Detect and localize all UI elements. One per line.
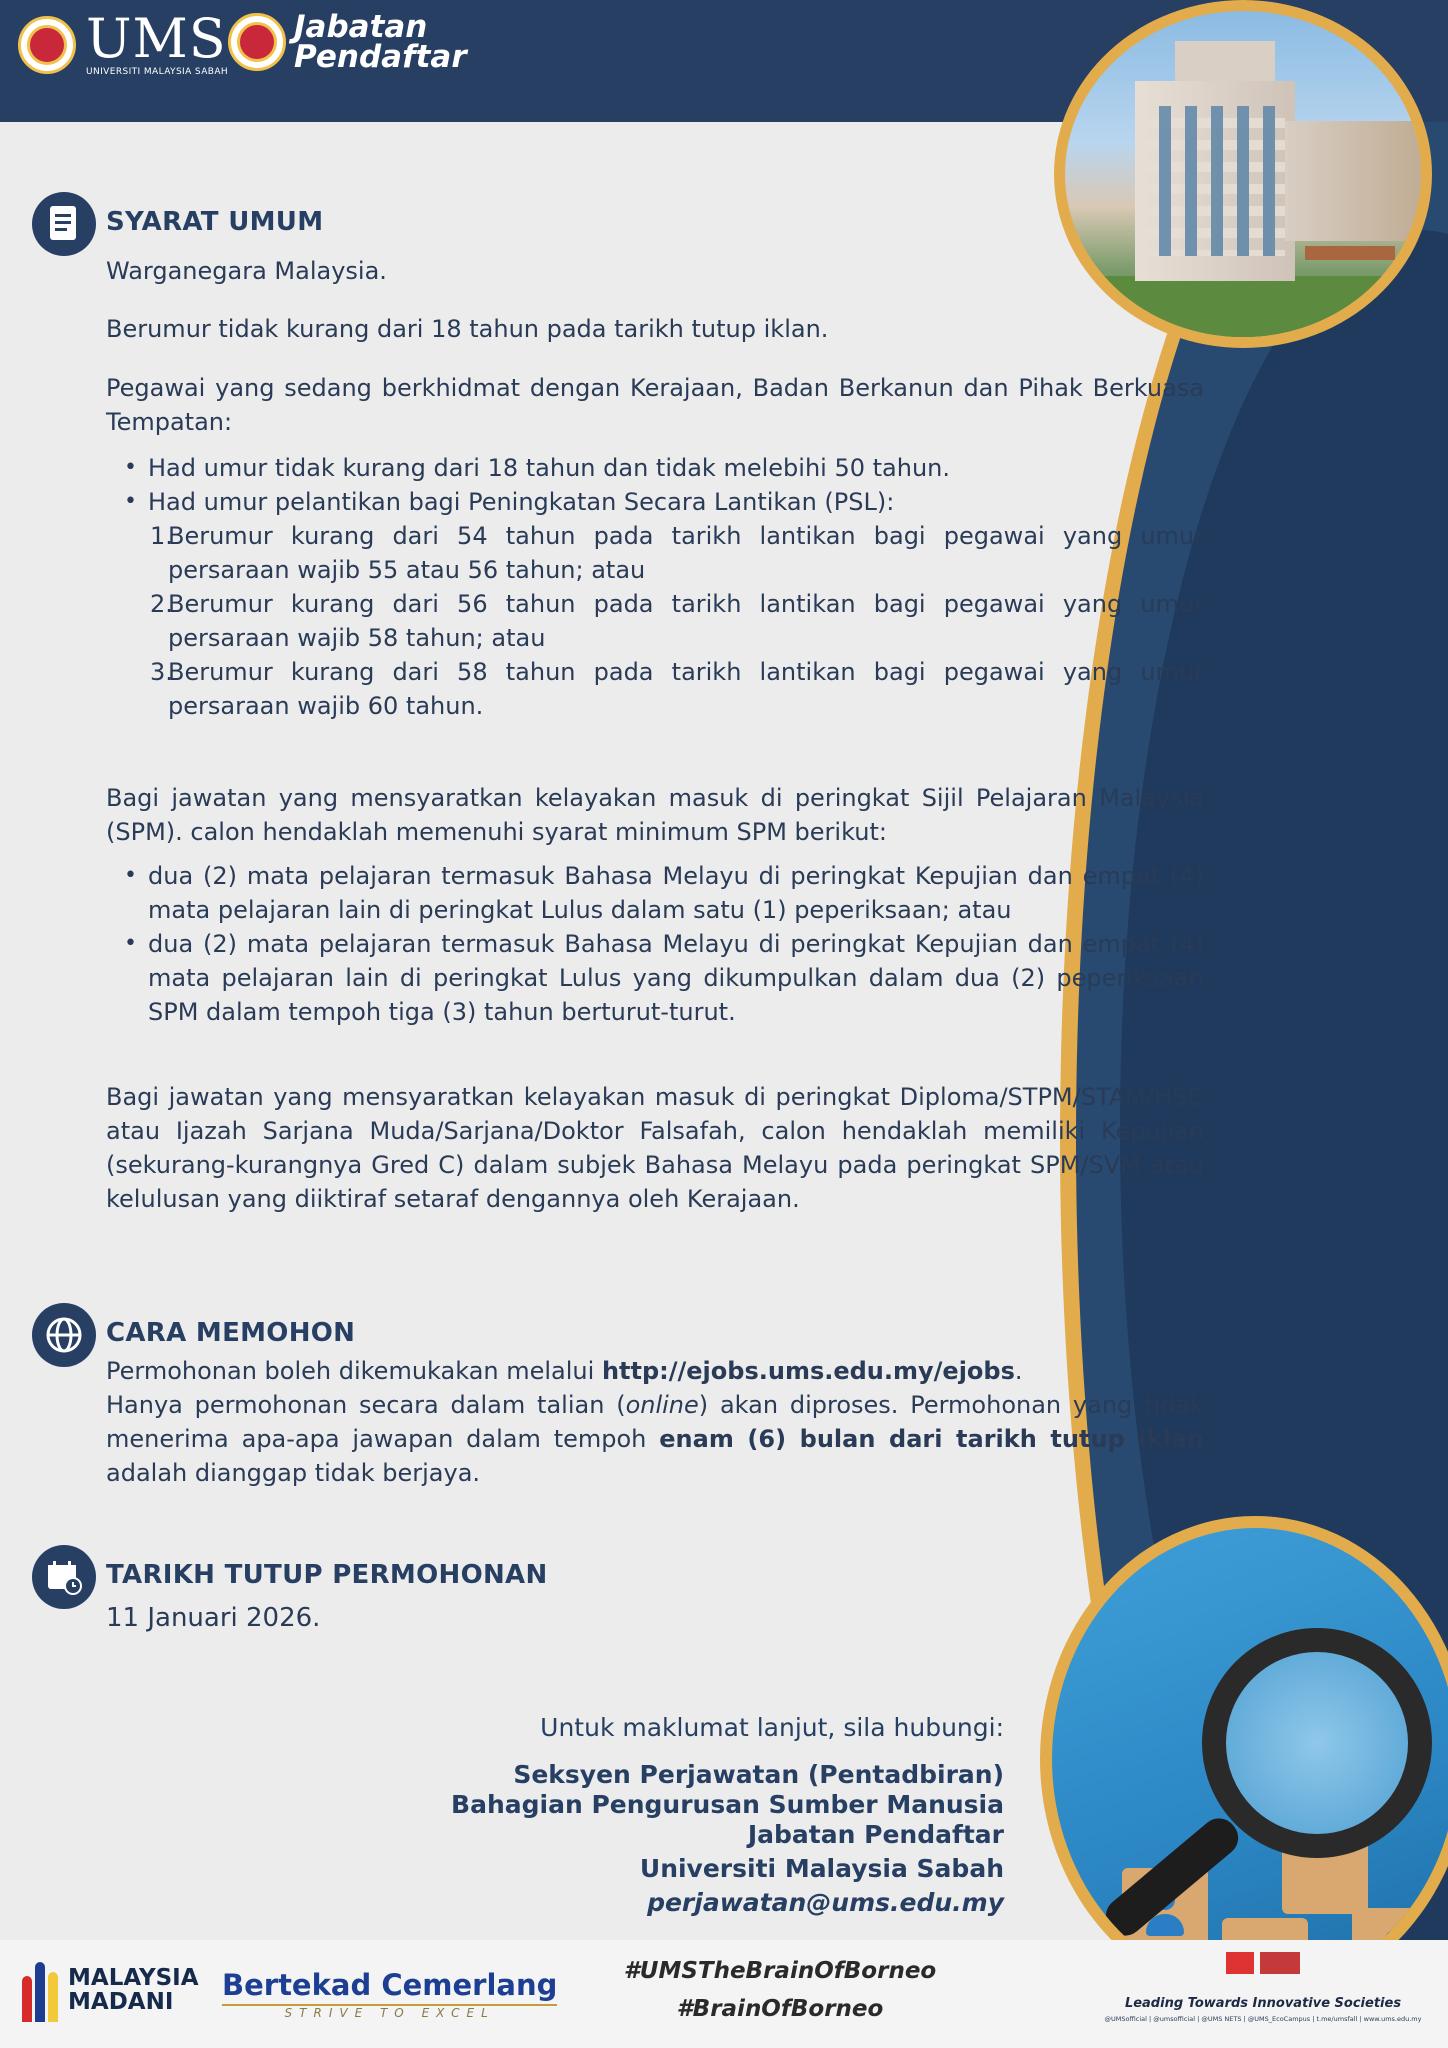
madani-mark-icon bbox=[22, 1958, 62, 2022]
leading-block bbox=[1096, 1952, 1430, 2023]
hashtag-2: #BrainOfBorneo bbox=[676, 1996, 884, 2022]
list-item: 3. Berumur kurang dari 58 tahun pada tarikh lantikan bagi pegawai yang umur persaraan wajib 60 tahun. bbox=[150, 658, 1204, 720]
closing-date: 11 Januari 2026. bbox=[106, 1603, 321, 1633]
syarat-p3: Pegawai yang sedang berkhidmat dengan Kerajaan, Badan Berkanun dan Pihak Berkuasa Tempatan: bbox=[106, 374, 1204, 436]
syarat-bullet-list bbox=[124, 451, 1204, 723]
list-item: • Had umur pelantikan bagi Peningkatan Secara Lantikan (PSL): bbox=[124, 488, 895, 516]
jabatan-pendaftar-logo bbox=[228, 9, 467, 75]
syarat-p2: Berumur tidak kurang dari 18 tahun pada tarikh tutup iklan. bbox=[106, 315, 829, 343]
madani-line1: MALAYSIA bbox=[68, 1965, 199, 1991]
document-icon bbox=[32, 192, 96, 256]
contact-line3: Jabatan Pendaftar bbox=[747, 1820, 1004, 1849]
bertekad-text: Bertekad Cemerlang bbox=[222, 1968, 558, 2002]
ums-logo-text: UMS bbox=[86, 7, 227, 70]
contact-email[interactable]: perjawatan@ums.edu.my bbox=[647, 1888, 1004, 1917]
bertekad-cemerlang-logo bbox=[222, 1968, 557, 2020]
list-item: • dua (2) mata pelajaran termasuk Bahasa Melayu di peringkat Kepujian dan empat (4) mata pelajaran lain di peringkat Lulus yang dikumpulkan dalam dua (2) peperiksaan SPM dalam tempoh tiga (3) tahun berturut-turut. bbox=[124, 930, 1204, 1026]
hashtags bbox=[560, 1952, 1000, 2028]
contact-line2: Bahagian Pengurusan Sumber Manusia bbox=[451, 1790, 1004, 1819]
contact-line4: Universiti Malaysia Sabah bbox=[639, 1854, 1004, 1883]
spm-intro: Bagi jawatan yang mensyaratkan kelayakan masuk di peringkat Sijil Pelajaran Malaysia (SPM). calon hendaklah memenuhi syarat minimum SPM berikut: bbox=[106, 784, 1204, 846]
building-photo bbox=[1054, 0, 1432, 348]
spm-bullet-list bbox=[124, 859, 1204, 1029]
strive-text: STRIVE TO EXCEL bbox=[222, 2004, 557, 2020]
ums-crest-icon bbox=[18, 16, 76, 74]
list-item: • dua (2) mata pelajaran termasuk Bahasa Melayu di peringkat Kepujian dan empat (4) mata pelajaran lain di peringkat Lulus dalam satu (1) peperiksaan; atau bbox=[124, 862, 1204, 924]
contact-line1: Seksyen Perjawatan (Pentadbiran) bbox=[513, 1760, 1004, 1789]
malaysia-madani-logo bbox=[22, 1958, 199, 2022]
calendar-icon bbox=[32, 1545, 96, 1609]
anniversary-logo-icon bbox=[1096, 1952, 1430, 1974]
syarat-umum-title: SYARAT UMUM bbox=[106, 207, 324, 237]
jabatan-line2: Pendaftar bbox=[294, 39, 467, 75]
hashtag-1: #UMSTheBrainOfBorneo bbox=[623, 1958, 937, 1984]
ums-logo bbox=[18, 7, 229, 77]
cara-memohon-line1: Permohonan boleh dikemukakan melalui http://ejobs.ums.edu.my/ejobs. bbox=[106, 1357, 1023, 1385]
cara-memohon-title: CARA MEMOHON bbox=[106, 1318, 356, 1348]
diploma-requirement: Bagi jawatan yang mensyaratkan kelayakan masuk di peringkat Diploma/STPM/STAM/HSC atau Ijazah Sarjana Muda/Sarjana/Doktor Falsafah, calon hendaklah memiliki Kepujian (sekurang-kurangnya Gred C) dalam subjek Bahasa Melayu pada peringkat SPM/SVM atau kelulusan yang diiktiraf setaraf dengannya oleh Kerajaan. bbox=[106, 1083, 1204, 1213]
leading-tagline: Leading Towards Innovative Societies bbox=[1124, 1996, 1402, 2011]
syarat-p1: Warganegara Malaysia. bbox=[106, 257, 387, 285]
contact-lead: Untuk maklumat lanjut, sila hubungi: bbox=[540, 1713, 1004, 1742]
contact-block bbox=[451, 1712, 1004, 1918]
list-item: 1. Berumur kurang dari 54 tahun pada tarikh lantikan bagi pegawai yang umur persaraan wajib 55 atau 56 tahun; atau bbox=[150, 522, 1204, 584]
magnifier-photo bbox=[1040, 1516, 1448, 2002]
list-item: • Had umur tidak kurang dari 18 tahun dan tidak melebihi 50 tahun. bbox=[124, 454, 950, 482]
jabatan-line1: Jabatan bbox=[294, 9, 428, 45]
cara-memohon-p2: Hanya permohonan secara dalam talian (online) akan diproses. Permohonan yang tidak menerima apa-apa jawapan dalam tempoh enam (6) bulan dari tarikh tutup iklan adalah dianggap tidak berjaya. bbox=[106, 1391, 1204, 1487]
ums-logo-fullname: UNIVERSITI MALAYSIA SABAH bbox=[86, 67, 229, 77]
globe-icon bbox=[32, 1303, 96, 1367]
application-link[interactable]: http://ejobs.ums.edu.my/ejobs bbox=[601, 1357, 1015, 1385]
list-item: 2. Berumur kurang dari 56 tahun pada tarikh lantikan bagi pegawai yang umur persaraan wajib 58 tahun; atau bbox=[150, 590, 1204, 652]
madani-line2: MADANI bbox=[68, 1989, 174, 2015]
jabatan-crest-icon bbox=[228, 13, 286, 71]
tarikh-tutup-title: TARIKH TUTUP PERMOHONAN bbox=[106, 1560, 548, 1590]
social-handles: @UMSofficial | @umsofficial | @UMS NETS | @UMS_EcoCampus | t.me/umsfall | www.ums.edu.my bbox=[1104, 2015, 1422, 2023]
